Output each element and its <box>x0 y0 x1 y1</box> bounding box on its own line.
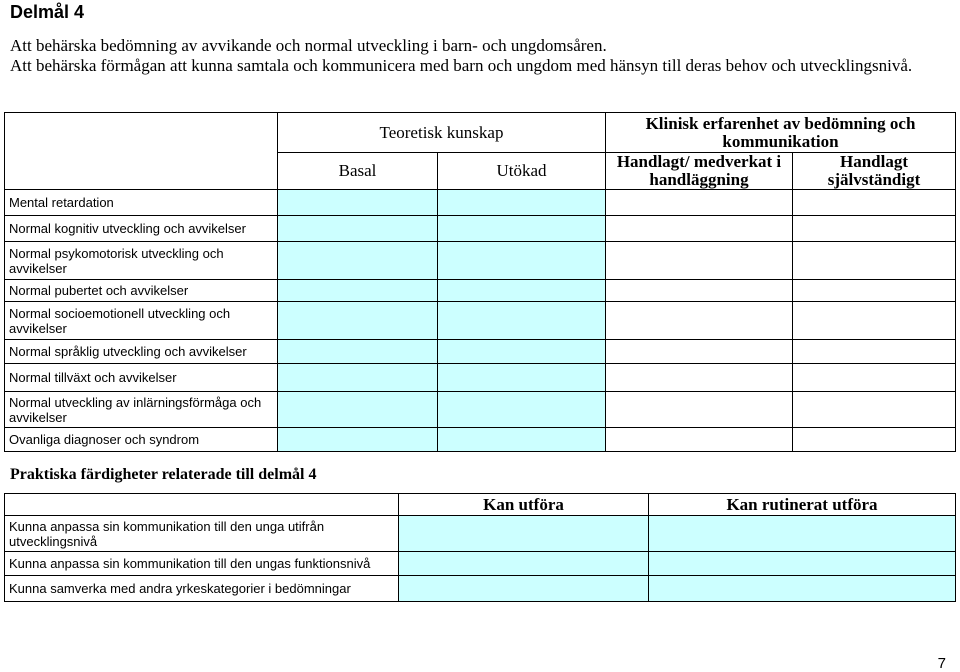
cell-sjalvstandigt[interactable] <box>793 392 956 428</box>
cell-basal[interactable] <box>278 392 438 428</box>
cell-medverkat[interactable] <box>606 364 793 392</box>
header-theory: Teoretisk kunskap <box>278 113 606 153</box>
cell-sjalvstandigt[interactable] <box>793 190 956 216</box>
table-row <box>5 392 956 428</box>
theory-clinical-table <box>4 112 956 452</box>
row-label: Mental retardation <box>5 190 278 216</box>
row-label: Normal språklig utveckling och avvikelser <box>5 340 278 364</box>
cell-basal[interactable] <box>278 364 438 392</box>
cell-sjalvstandigt[interactable] <box>793 364 956 392</box>
row-label: Normal utveckling av inlärningsförmåga och avvikelser <box>5 392 278 428</box>
intro-text <box>10 36 950 76</box>
row-label: Kunna anpassa sin kommunikation till den ungas funktionsnivå <box>5 552 399 576</box>
header-basal: Basal <box>278 153 438 190</box>
cell-medverkat[interactable] <box>606 340 793 364</box>
cell-utokad[interactable] <box>438 364 606 392</box>
cell-kan-rutinerat[interactable] <box>649 552 956 576</box>
cell-utokad[interactable] <box>438 392 606 428</box>
section-heading: Delmål 4 <box>10 2 85 22</box>
cell-utokad[interactable] <box>438 190 606 216</box>
cell-basal[interactable] <box>278 280 438 302</box>
cell-basal[interactable] <box>278 190 438 216</box>
row-label: Normal kognitiv utveckling och avvikelser <box>5 216 278 242</box>
cell-utokad[interactable] <box>438 242 606 280</box>
cell-kan-utfora[interactable] <box>399 516 649 552</box>
cell-medverkat[interactable] <box>606 216 793 242</box>
table-row <box>5 242 956 280</box>
table-row <box>5 364 956 392</box>
table-row <box>5 280 956 302</box>
cell-sjalvstandigt[interactable] <box>793 216 956 242</box>
page-number: 7 <box>937 655 946 672</box>
row-label: Normal psykomotorisk utveckling och avvikelser <box>5 242 278 280</box>
cell-utokad[interactable] <box>438 340 606 364</box>
cell-kan-utfora[interactable] <box>399 552 649 576</box>
cell-sjalvstandigt[interactable] <box>793 340 956 364</box>
cell-basal[interactable] <box>278 340 438 364</box>
table-row <box>5 516 956 552</box>
table-row <box>5 576 956 602</box>
cell-kan-rutinerat[interactable] <box>649 576 956 602</box>
row-label: Normal socioemotionell utveckling och avvikelser <box>5 302 278 340</box>
cell-medverkat[interactable] <box>606 190 793 216</box>
table-row <box>5 552 956 576</box>
cell-medverkat[interactable] <box>606 428 793 452</box>
cell-medverkat[interactable] <box>606 280 793 302</box>
intro-line-2: Att behärska förmågan att kunna samtala och kommunicera med barn och ungdom med hänsyn till deras behov och utvecklingsnivå. <box>10 56 913 75</box>
cell-utokad[interactable] <box>438 428 606 452</box>
cell-kan-utfora[interactable] <box>399 576 649 602</box>
table-row <box>5 190 956 216</box>
table-row <box>5 216 956 242</box>
intro-line-1: Att behärska bedömning av avvikande och normal utveckling i barn- och ungdomsåren. <box>10 36 607 55</box>
practical-skills-table <box>4 493 956 602</box>
cell-sjalvstandigt[interactable] <box>793 280 956 302</box>
cell-kan-rutinerat[interactable] <box>649 516 956 552</box>
row-label: Normal pubertet och avvikelser <box>5 280 278 302</box>
header-kan-rutinerat-utfora: Kan rutinerat utföra <box>649 494 956 516</box>
header-handlagt-medverkat: Handlagt/ medverkat i handläggning <box>606 153 793 190</box>
header-kan-utfora: Kan utföra <box>399 494 649 516</box>
cell-basal[interactable] <box>278 428 438 452</box>
corner-cell <box>5 113 278 190</box>
row-label: Kunna samverka med andra yrkeskategorier i bedömningar <box>5 576 399 602</box>
cell-utokad[interactable] <box>438 280 606 302</box>
cell-medverkat[interactable] <box>606 392 793 428</box>
cell-medverkat[interactable] <box>606 302 793 340</box>
cell-medverkat[interactable] <box>606 242 793 280</box>
row-label: Kunna anpassa sin kommunikation till den unga utifrån utvecklingsnivå <box>5 516 399 552</box>
cell-utokad[interactable] <box>438 302 606 340</box>
table-row <box>5 428 956 452</box>
cell-basal[interactable] <box>278 216 438 242</box>
cell-sjalvstandigt[interactable] <box>793 302 956 340</box>
row-label: Ovanliga diagnoser och syndrom <box>5 428 278 452</box>
cell-utokad[interactable] <box>438 216 606 242</box>
table-row <box>5 340 956 364</box>
cell-sjalvstandigt[interactable] <box>793 242 956 280</box>
cell-sjalvstandigt[interactable] <box>793 428 956 452</box>
corner-cell <box>5 494 399 516</box>
row-label: Normal tillväxt och avvikelser <box>5 364 278 392</box>
header-clinical: Klinisk erfarenhet av bedömning och kommunikation <box>606 113 956 153</box>
table-row <box>5 302 956 340</box>
cell-basal[interactable] <box>278 242 438 280</box>
header-utokad: Utökad <box>438 153 606 190</box>
practical-skills-title: Praktiska färdigheter relaterade till delmål 4 <box>10 466 317 483</box>
header-handlagt-sjalvstandigt: Handlagt självständigt <box>793 153 956 190</box>
cell-basal[interactable] <box>278 302 438 340</box>
